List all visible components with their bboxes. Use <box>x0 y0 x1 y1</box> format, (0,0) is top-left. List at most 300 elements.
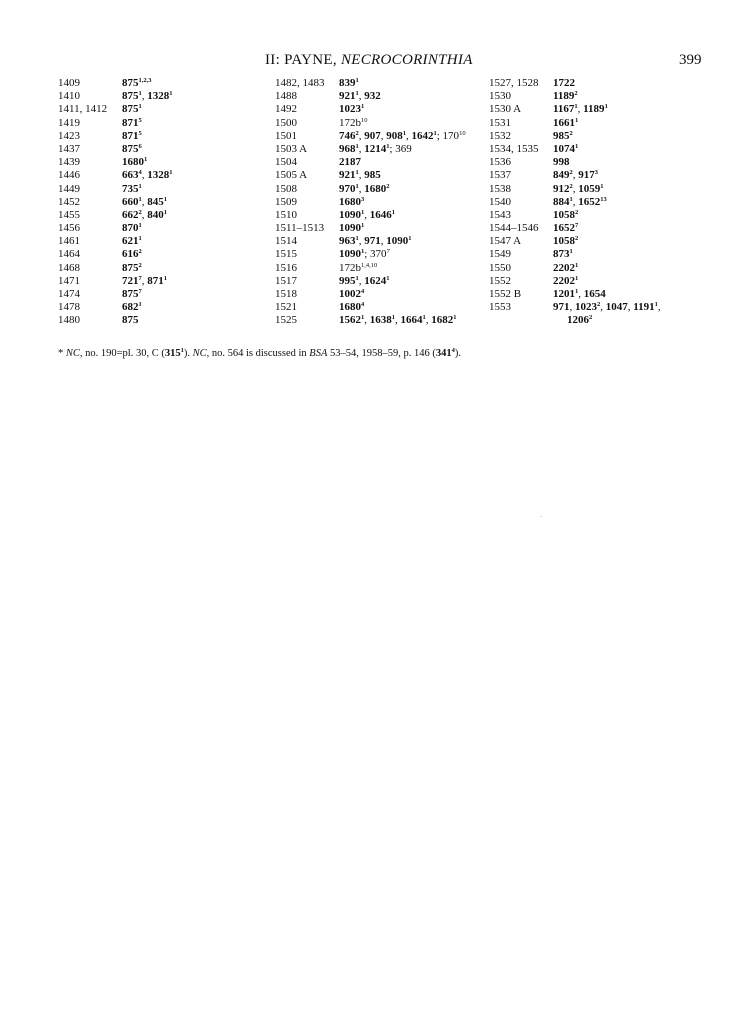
concordance-row <box>275 235 466 248</box>
text-run: , <box>577 103 584 116</box>
catalogue-number: 1646 <box>369 208 392 221</box>
superscript: 4 <box>451 347 455 354</box>
necrocorinthia-number: 1514 <box>275 235 297 248</box>
superscript: 4 <box>361 288 365 295</box>
reference-list <box>553 77 575 90</box>
concordance-row <box>58 301 173 314</box>
concordance-row <box>489 209 661 222</box>
necrocorinthia-number: 1409 <box>58 77 80 89</box>
concordance-row <box>58 235 173 248</box>
necrocorinthia-number: 1410 <box>58 90 80 103</box>
superscript: 1 <box>361 248 365 256</box>
necrocorinthia-number: 1452 <box>58 195 80 208</box>
catalogue-number: 921 <box>339 90 356 103</box>
concordance-row <box>58 77 173 90</box>
necrocorinthia-number: 1518 <box>275 288 297 300</box>
superscript: 1 <box>386 142 390 150</box>
catalogue-number: 998 <box>553 156 570 169</box>
superscript: 2 <box>355 129 359 137</box>
catalogue-number: 663 <box>122 169 139 182</box>
necrocorinthia-number: 1534, 1535 <box>489 142 539 155</box>
text-run: , <box>141 169 148 182</box>
reference-list <box>339 156 361 169</box>
reference-list <box>122 248 142 261</box>
concordance-row <box>489 103 661 116</box>
catalogue-number: 1189 <box>553 90 575 103</box>
superscript: 1 <box>433 129 437 137</box>
text-run: 172b <box>339 261 361 274</box>
italic-text: NC <box>65 348 80 359</box>
concordance-row <box>489 196 661 209</box>
text-run: , <box>569 301 575 314</box>
superscript: 1 <box>575 116 579 124</box>
necrocorinthia-number: 1543 <box>489 208 511 221</box>
superscript: 1 <box>169 90 173 98</box>
superscript: 7 <box>386 248 390 256</box>
catalogue-number: 871 <box>122 129 139 142</box>
superscript: 3 <box>361 195 365 203</box>
superscript: 2 <box>575 235 579 243</box>
concordance-row <box>58 275 173 288</box>
necrocorinthia-number: 1537 <box>489 169 511 182</box>
running-header <box>0 52 753 72</box>
necrocorinthia-number: 1505 A <box>275 169 308 182</box>
catalogue-number: 1058 <box>553 208 575 221</box>
necrocorinthia-number: 1530 <box>489 90 511 103</box>
superscript: 1 <box>163 195 167 203</box>
superscript: 1 <box>138 235 142 243</box>
concordance-row <box>489 143 661 156</box>
catalogue-number: 907 <box>364 129 381 142</box>
reference-list <box>553 275 578 288</box>
reference-list <box>553 103 608 116</box>
concordance-row <box>58 262 173 275</box>
reference-list <box>339 262 377 275</box>
text-run: , <box>141 90 148 103</box>
catalogue-number: 721 <box>122 274 139 287</box>
reference-list <box>339 235 412 248</box>
reference-list <box>122 288 142 301</box>
concordance-row <box>489 288 661 301</box>
catalogue-number: 875 <box>122 103 139 116</box>
catalogue-number: 1058 <box>553 235 575 248</box>
concordance-row <box>275 275 466 288</box>
catalogue-number: 840 <box>147 208 164 221</box>
concordance-row <box>489 275 661 288</box>
superscript: 13 <box>600 195 607 203</box>
superscript: 1 <box>386 274 390 282</box>
concordance-row <box>275 209 466 222</box>
necrocorinthia-number: 1461 <box>58 235 80 248</box>
necrocorinthia-number: 1516 <box>275 261 297 274</box>
text-run: , <box>364 208 370 221</box>
concordance-row <box>489 156 661 169</box>
concordance-row <box>275 288 466 301</box>
necrocorinthia-number: 1482, 1483 <box>275 77 325 89</box>
concordance-column-3 <box>489 77 661 328</box>
reference-list <box>339 196 364 209</box>
superscript: 1 <box>575 274 579 282</box>
reference-list <box>122 130 142 143</box>
catalogue-number: 1664 <box>400 314 423 327</box>
necrocorinthia-number: 1478 <box>58 301 80 314</box>
superscript: 3 <box>594 169 598 177</box>
catalogue-number: 875 <box>122 288 139 300</box>
catalogue-number: 870 <box>122 222 139 235</box>
reference-list <box>122 169 173 182</box>
reference-list <box>553 130 573 143</box>
reference-list <box>122 235 142 248</box>
superscript: 1 <box>138 90 142 98</box>
catalogue-number: 1023 <box>575 301 597 314</box>
reference-list <box>122 156 147 169</box>
concordance-row <box>58 130 173 143</box>
concordance-row <box>58 209 173 222</box>
catalogue-number: 2202 <box>553 274 575 287</box>
reference-list <box>553 262 578 275</box>
concordance-row <box>489 262 661 275</box>
necrocorinthia-number: 1492 <box>275 103 297 116</box>
catalogue-number: 1680 <box>364 182 387 195</box>
superscript: 1 <box>569 195 573 203</box>
italic-text: BSA <box>309 348 328 359</box>
reference-list <box>553 169 598 182</box>
text-run: , <box>358 182 365 195</box>
text-run: , <box>572 195 579 208</box>
necrocorinthia-number: 1449 <box>58 182 80 195</box>
catalogue-number: 682 <box>122 301 139 314</box>
text-run: , no. 564 is discussed in <box>206 348 310 359</box>
concordance-row <box>489 77 661 90</box>
superscript: 1 <box>138 195 142 203</box>
catalogue-number: 968 <box>339 142 356 155</box>
reference-list <box>122 209 167 222</box>
superscript: 2 <box>575 208 579 216</box>
catalogue-number: 963 <box>339 235 356 248</box>
necrocorinthia-number: 1525 <box>275 314 297 327</box>
necrocorinthia-number: 1423 <box>58 129 80 142</box>
superscript: 1 <box>600 182 604 190</box>
catalogue-number: 970 <box>339 182 356 195</box>
concordance-row <box>58 314 173 327</box>
superscript: 1 <box>355 182 359 190</box>
reference-list <box>339 222 364 235</box>
superscript: 1 <box>138 222 142 230</box>
catalogue-number: 839 <box>339 77 356 89</box>
superscript: 1 <box>361 222 365 230</box>
necrocorinthia-number: 1530 A <box>489 103 522 116</box>
catalogue-number: 1328 <box>147 169 170 182</box>
necrocorinthia-number: 1536 <box>489 156 511 169</box>
concordance-row <box>58 169 173 182</box>
concordance-row <box>275 77 466 90</box>
text-run: , <box>364 314 370 327</box>
superscript: 2 <box>138 208 142 216</box>
text-run: , <box>578 288 584 300</box>
catalogue-number: 1189 <box>583 103 605 116</box>
reference-list <box>122 183 142 196</box>
catalogue-number: 1652 <box>578 195 601 208</box>
concordance-row <box>275 169 466 182</box>
superscript: 1 <box>138 301 142 309</box>
concordance-row <box>58 222 173 235</box>
title-prefix: II: PAYNE, <box>265 52 341 68</box>
concordance-row <box>489 117 661 130</box>
necrocorinthia-number: 1521 <box>275 301 297 314</box>
text-run: * <box>58 348 66 359</box>
concordance-row <box>58 103 173 116</box>
superscript: 2 <box>569 129 573 137</box>
concordance-row <box>58 90 173 103</box>
text-run: , <box>572 182 579 195</box>
catalogue-number: 1562 <box>339 314 361 327</box>
reference-list <box>339 103 364 116</box>
concordance-row <box>489 235 661 248</box>
reference-list <box>339 90 381 103</box>
catalogue-number: 1074 <box>553 142 575 155</box>
reference-list <box>122 301 142 314</box>
superscript: 1 <box>169 169 173 177</box>
catalogue-number: 1214 <box>364 142 387 155</box>
necrocorinthia-number: 1527, 1528 <box>489 77 539 89</box>
reference-list <box>553 196 607 209</box>
catalogue-number: 875 <box>122 77 139 89</box>
text-run: , <box>380 129 387 142</box>
reference-list <box>339 143 412 156</box>
necrocorinthia-number: 1508 <box>275 182 297 195</box>
title-italic: NECROCORINTHIA <box>340 52 473 68</box>
reference-list <box>339 117 368 130</box>
necrocorinthia-number: 1504 <box>275 156 297 169</box>
concordance-row <box>275 196 466 209</box>
catalogue-number: 1167 <box>553 103 575 116</box>
necrocorinthia-number: 1488 <box>275 90 297 103</box>
superscript: 7 <box>138 274 142 282</box>
concordance-row <box>275 183 466 196</box>
concordance-row <box>275 143 466 156</box>
superscript: 1 <box>604 103 608 111</box>
catalogue-number: 1642 <box>411 129 434 142</box>
necrocorinthia-number: 1552 B <box>489 288 522 300</box>
text-run: 53–54, 1958–59, p. 146 ( <box>327 348 436 359</box>
catalogue-number: 995 <box>339 274 356 287</box>
catalogue-number: 1722 <box>553 77 575 89</box>
superscript: 1 <box>355 235 359 243</box>
necrocorinthia-number: 1471 <box>58 274 80 287</box>
concordance-row <box>275 117 466 130</box>
concordance-row <box>58 248 173 261</box>
superscript: 10 <box>459 129 466 137</box>
superscript: 4 <box>361 301 365 309</box>
superscript: 1 <box>355 77 359 84</box>
catalogue-number: 1090 <box>339 222 361 235</box>
concordance-column-2 <box>275 77 466 328</box>
superscript: 1 <box>575 142 579 150</box>
necrocorinthia-number: 1550 <box>489 261 511 274</box>
superscript: 1 <box>138 103 142 111</box>
reference-list <box>339 77 359 90</box>
concordance-row <box>489 248 661 261</box>
catalogue-number: 1090 <box>386 235 409 248</box>
reference-list <box>122 90 173 103</box>
reference-list <box>122 262 142 275</box>
reference-list <box>553 90 578 103</box>
superscript: 6 <box>138 142 142 150</box>
superscript: 5 <box>138 129 142 137</box>
reference-list <box>339 183 390 196</box>
scan-speck <box>540 516 542 517</box>
superscript: 7 <box>138 288 142 295</box>
catalogue-number: 1201 <box>553 288 575 300</box>
superscript: 10 <box>361 116 368 124</box>
necrocorinthia-number: 1419 <box>58 116 80 129</box>
reference-list <box>122 117 142 130</box>
catalogue-number: 912 <box>553 182 570 195</box>
superscript: 5 <box>138 116 142 124</box>
catalogue-number: 1680 <box>339 195 361 208</box>
superscript: 1 <box>391 208 395 216</box>
reference-list <box>553 117 578 130</box>
concordance-row <box>275 90 466 103</box>
necrocorinthia-number: 1552 <box>489 274 511 287</box>
reference-list <box>339 169 381 182</box>
reference-list <box>553 288 606 301</box>
necrocorinthia-number: 1517 <box>275 274 297 287</box>
necrocorinthia-number: 1456 <box>58 222 80 235</box>
reference-list <box>553 248 573 261</box>
concordance-row <box>58 117 173 130</box>
concordance-column-1 <box>58 77 173 328</box>
reference-list <box>553 209 578 222</box>
superscript: 2 <box>589 314 593 322</box>
catalogue-number: 1661 <box>553 116 575 129</box>
necrocorinthia-number: 1455 <box>58 208 80 221</box>
concordance-row <box>275 103 466 116</box>
reference-continuation <box>553 314 661 327</box>
catalogue-number: 2202 <box>553 261 575 274</box>
superscript: 2 <box>569 182 573 190</box>
superscript: 1 <box>574 103 578 111</box>
reference-list <box>122 77 152 90</box>
necrocorinthia-number: 1511–1513 <box>275 222 325 235</box>
superscript: 2 <box>386 182 390 190</box>
catalogue-number: 985 <box>553 129 570 142</box>
catalogue-number: 1682 <box>431 314 454 327</box>
necrocorinthia-number: 1538 <box>489 182 511 195</box>
catalogue-number: 1059 <box>578 182 601 195</box>
catalogue-number: 315 <box>164 348 181 359</box>
superscript: 1 <box>361 208 365 216</box>
concordance-row <box>489 90 661 103</box>
catalogue-number: 873 <box>553 248 570 261</box>
concordance-row <box>489 183 661 196</box>
necrocorinthia-number: 1532 <box>489 129 511 142</box>
catalogue-number: 1090 <box>339 248 361 261</box>
catalogue-number: 660 <box>122 195 139 208</box>
necrocorinthia-number: 1437 <box>58 142 80 155</box>
superscript: 1 <box>569 248 573 256</box>
reference-list <box>339 301 364 314</box>
concordance-row <box>58 156 173 169</box>
superscript: 1,2,3 <box>138 77 152 84</box>
text-run: , <box>358 142 365 155</box>
superscript: 1 <box>138 182 142 190</box>
reference-list <box>339 209 395 222</box>
superscript: 2 <box>138 261 142 269</box>
superscript: 2 <box>574 90 578 98</box>
catalogue-number: 735 <box>122 182 139 195</box>
necrocorinthia-number: 1439 <box>58 156 80 169</box>
concordance-row <box>275 130 466 143</box>
superscript: 2 <box>138 248 142 256</box>
superscript: 1 <box>408 235 412 243</box>
concordance-row <box>275 156 466 169</box>
catalogue-number: 1206 <box>567 314 589 327</box>
necrocorinthia-number: 1446 <box>58 169 80 182</box>
text-run: , <box>380 235 387 248</box>
reference-list <box>553 143 578 156</box>
catalogue-number: 871 <box>122 116 139 129</box>
text-run: , <box>358 274 365 287</box>
text-run: ; 370 <box>364 248 387 261</box>
concordance-row <box>489 222 661 235</box>
catalogue-number: 908 <box>386 129 403 142</box>
reference-list <box>339 288 364 301</box>
reference-list <box>339 275 390 288</box>
catalogue-number: 849 <box>553 169 570 182</box>
catalogue-number: 845 <box>147 195 164 208</box>
necrocorinthia-number: 1501 <box>275 129 297 142</box>
catalogue-number: 1654 <box>583 288 606 300</box>
superscript: 4 <box>138 169 142 177</box>
text-run: , <box>141 274 148 287</box>
text-run: , <box>572 169 579 182</box>
text-run: , <box>395 314 401 327</box>
necrocorinthia-number: 1500 <box>275 116 297 129</box>
catalogue-number: 2187 <box>339 156 361 169</box>
catalogue-number: 917 <box>578 169 595 182</box>
necrocorinthia-number: 1480 <box>58 314 80 327</box>
reference-list <box>553 156 570 169</box>
necrocorinthia-number: 1549 <box>489 248 511 261</box>
necrocorinthia-number: 1544–1546 <box>489 222 539 235</box>
concordance-row <box>58 196 173 209</box>
catalogue-number: 1191 <box>633 301 655 314</box>
superscript: 1,4,10 <box>361 261 378 269</box>
reference-list <box>553 222 578 235</box>
catalogue-number: 875 <box>122 142 139 155</box>
concordance-row <box>275 301 466 314</box>
superscript: 1 <box>575 288 579 295</box>
catalogue-number: 921 <box>339 169 356 182</box>
reference-list <box>339 130 466 143</box>
superscript: 1 <box>391 314 395 322</box>
superscript: 1 <box>163 274 167 282</box>
text-run: , <box>141 208 148 221</box>
necrocorinthia-number: 1547 A <box>489 235 522 248</box>
concordance-row <box>489 130 661 143</box>
catalogue-number: 932 <box>364 90 381 103</box>
superscript: 1 <box>654 301 658 309</box>
necrocorinthia-number: 1515 <box>275 248 297 261</box>
text-run: , <box>358 169 365 182</box>
catalogue-number: 971 <box>364 235 381 248</box>
superscript: 2 <box>597 301 601 309</box>
concordance-row <box>489 169 661 182</box>
necrocorinthia-number: 1531 <box>489 116 511 129</box>
catalogue-number: 1090 <box>339 208 361 221</box>
catalogue-number: 871 <box>147 274 164 287</box>
